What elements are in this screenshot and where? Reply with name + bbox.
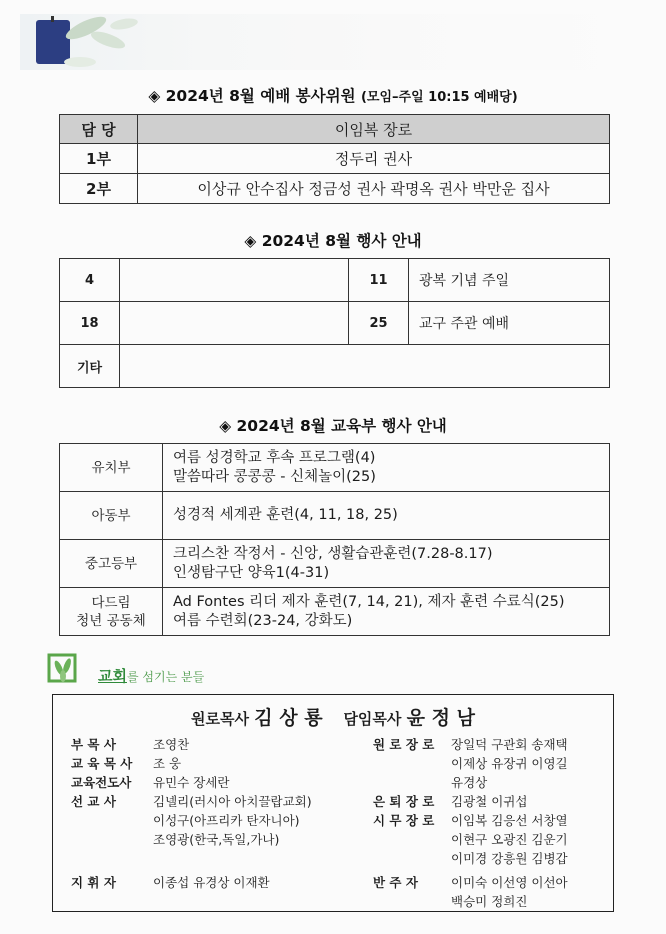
staff-row — [373, 754, 568, 772]
events-table — [59, 258, 610, 388]
section1-subtitle: (모임–주일 10:15 예배당) — [360, 90, 518, 105]
header-decoration — [20, 14, 632, 70]
section3-title — [0, 414, 666, 436]
event-line: 여름 성경학교 후속 프로그램(4) — [173, 449, 376, 466]
leaf-logo-icon — [45, 652, 85, 688]
staff-role: 교 육 목 사 — [71, 756, 133, 771]
staff-role: 시 무 장 로 — [373, 813, 435, 828]
event-date: 4 — [60, 259, 120, 302]
staff-names: 장일덕 구관회 송재택 — [451, 737, 568, 752]
staff-names: 조영광(한국,독일,가나) — [153, 832, 280, 847]
table-row — [60, 144, 610, 174]
church-label-rest: 를 섬기는 분들 — [126, 670, 205, 684]
department-events — [163, 588, 610, 636]
event-text: 광복 기념 주일 — [409, 259, 610, 302]
event-line: 인생탐구단 양육1(4-31) — [173, 564, 330, 581]
emeritus-pastor-name: 김 상 룡 — [254, 707, 323, 729]
staff-names: 유경상 — [451, 775, 488, 790]
department-events — [163, 444, 610, 492]
staff-names: 조영찬 — [153, 737, 190, 752]
staff-role: 선 교 사 — [71, 794, 116, 809]
department-events — [163, 540, 610, 588]
staff-names: 이종섭 유경상 이재환 — [153, 875, 270, 890]
senior-pastor-name: 윤 정 남 — [406, 707, 475, 729]
staff-names: 이미경 강흥원 김병갑 — [451, 851, 568, 866]
staff-row — [373, 873, 568, 891]
staff-row — [373, 830, 568, 848]
staff-row — [373, 892, 527, 910]
service-label: 2부 — [60, 174, 138, 204]
staff-names: 이현구 오광진 김운기 — [451, 832, 568, 847]
event-line: 성경적 세계관 훈련(4, 11, 18, 25) — [173, 507, 398, 523]
staff-row — [71, 773, 229, 791]
section2-title-text: 2024년 8월 행사 안내 — [261, 232, 422, 250]
service-value: 이상규 안수집사 정금성 권사 곽명옥 권사 박만운 집사 — [138, 174, 610, 204]
section3-title-text: 2024년 8월 교육부 행사 안내 — [236, 417, 447, 435]
staff-row — [71, 792, 312, 810]
department-name: 중고등부 — [60, 540, 163, 588]
emeritus-pastor-title: 원로목사 — [191, 710, 250, 728]
staff-row — [373, 811, 568, 829]
staff-names: 김넬리(러시아 아치끌랍교회) — [153, 794, 312, 809]
staff-role: 교육전도사 — [71, 775, 132, 790]
staff-role: 은 퇴 장 로 — [373, 794, 435, 809]
event-date: 11 — [349, 259, 409, 302]
etc-label: 기타 — [60, 345, 120, 388]
staff-row — [71, 811, 300, 829]
event-date: 18 — [60, 302, 120, 345]
staff-row — [71, 754, 181, 772]
service-value: 정두리 권사 — [138, 144, 610, 174]
section1-title — [0, 84, 666, 106]
staff-row — [71, 873, 270, 891]
event-text — [120, 302, 349, 345]
table-row — [60, 492, 610, 540]
section2-title — [0, 229, 666, 251]
event-line: 여름 수련회(23-24, 강화도) — [173, 612, 353, 629]
department-events — [163, 492, 610, 540]
staff-row — [373, 735, 568, 753]
staff-names: 이미숙 이선영 이선아 — [451, 875, 568, 890]
event-line: 말씀따라 콩콩콩 - 신체놀이(25) — [173, 468, 376, 485]
event-date: 25 — [349, 302, 409, 345]
staff-role: 지 휘 자 — [71, 875, 116, 890]
table-row — [60, 588, 610, 636]
staff-names: 유민수 장세란 — [153, 775, 230, 790]
staff-role: 원 로 장 로 — [373, 737, 435, 752]
staff-role: 부 목 사 — [71, 737, 116, 752]
staff-row — [373, 792, 527, 810]
candle-leaves-image — [20, 14, 632, 70]
pastors-line — [53, 703, 613, 730]
staff-names: 이임복 김응선 서창열 — [451, 813, 568, 828]
staff-row — [373, 849, 568, 867]
event-line: Ad Fontes 리더 제자 훈련(7, 14, 21), 제자 훈련 수료식(25) — [173, 593, 565, 610]
senior-pastor-title: 담임목사 — [343, 710, 402, 728]
church-servants-label — [98, 665, 204, 686]
staff-role: 반 주 자 — [373, 875, 418, 890]
diamond-icon: ◈ — [219, 417, 232, 435]
event-text: 교구 주관 예배 — [409, 302, 610, 345]
staff-names: 백승미 정희진 — [451, 894, 528, 909]
worship-servants-table — [59, 114, 610, 204]
staff-row — [71, 735, 189, 753]
diamond-icon: ◈ — [244, 232, 257, 250]
etc-value — [120, 345, 610, 388]
department-name-line: 청년 공동체 — [76, 612, 146, 629]
staff-names: 이제상 유장귀 이영길 — [451, 756, 568, 771]
table-row — [60, 345, 610, 388]
table-row — [60, 174, 610, 204]
department-name — [60, 588, 163, 636]
section1-title-text: 2024년 8월 예배 봉사위원 — [165, 87, 356, 105]
service-label: 1부 — [60, 144, 138, 174]
education-table — [59, 443, 610, 636]
table-row — [60, 540, 610, 588]
staff-names: 김광철 이귀섭 — [451, 794, 528, 809]
diamond-icon: ◈ — [148, 87, 161, 105]
table-row — [60, 259, 610, 302]
header-value: 이임복 장로 — [138, 115, 610, 144]
header-label: 담 당 — [60, 115, 138, 144]
staff-names: 조 웅 — [153, 756, 182, 771]
staff-names: 이성구(아프리카 탄자니아) — [153, 813, 300, 828]
table-header-row — [60, 115, 610, 144]
event-text — [120, 259, 349, 302]
department-name: 아동부 — [60, 492, 163, 540]
staff-row — [373, 773, 487, 791]
department-name: 유치부 — [60, 444, 163, 492]
table-row — [60, 302, 610, 345]
table-row — [60, 444, 610, 492]
church-staff-box — [52, 694, 614, 912]
staff-row — [71, 830, 279, 848]
church-word: 교회 — [98, 667, 127, 685]
department-name-line: 다드림 — [91, 594, 131, 611]
event-line: 크리스찬 작정서 - 신앙, 생활습관훈련(7.28-8.17) — [173, 545, 493, 562]
